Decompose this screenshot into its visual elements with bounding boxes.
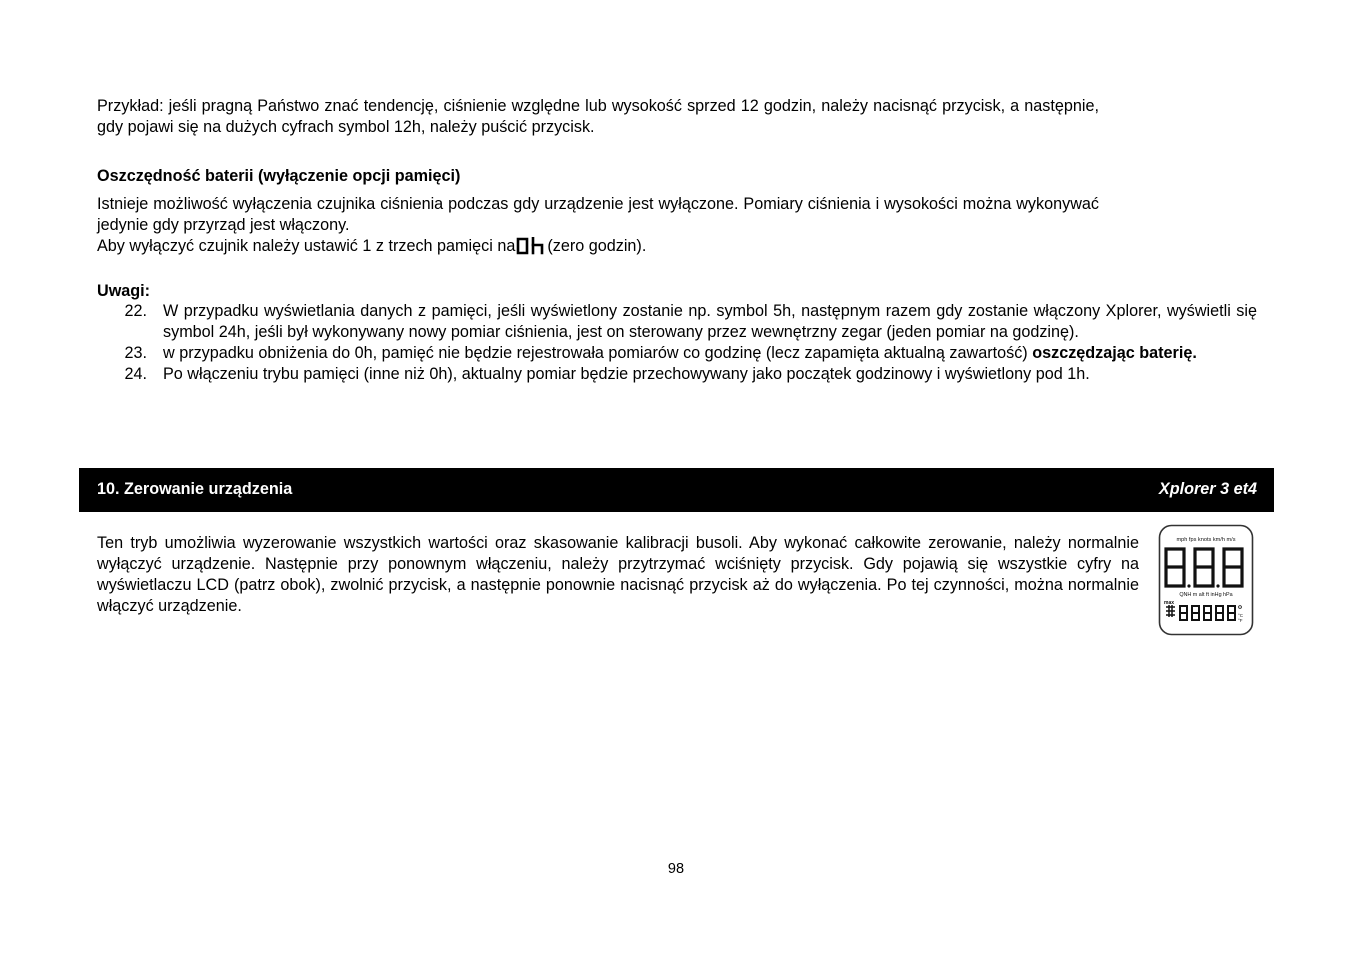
- battery-line-1: Istnieje możliwość wyłączenia czujnika ciśnienia podczas gdy urządzenie jest wyłączone. Pomiary ciśnienia i wysokości można wykonywać jedynie gdy przyrząd jest włączony.: [97, 195, 1099, 234]
- svg-text:°C: °C: [1238, 613, 1244, 618]
- reset-text: Ten tryb umożliwia wyzerowanie wszystkich wartości oraz skasowanie kalibracji busoli. Aby wykonać całkowite zerowanie, należy normalnie wyłączyć urządzenie. Następnie przy ponownym włączeniu, należy przytrzymać wciśnięty przycisk. Gdy pojawią się wszystkie cyfry na wyświetlaczu LCD (patrz obok), zwolnić przycisk, a następnie ponownie nacisnąć przycisk aż do wyłączenia. Po tej czynności, można normalnie włączyć urządzenie.: [97, 534, 1139, 615]
- note-number: 24.: [124, 365, 147, 383]
- note-text: [163, 343, 1257, 364]
- lcd-mid-labels: QNH m alt ft inHg hPa: [1179, 592, 1233, 598]
- battery-line-2-before: Aby wyłączyć czujnik należy ustawić 1 z trzech pamięci na: [97, 237, 516, 255]
- svg-text:°F: °F: [1238, 618, 1243, 623]
- note-text: W przypadku wyświetlania danych z pamięci, jeśli wyświetlony zostanie np. symbol 5h, następnym razem gdy zostanie włączony Xplorer, wyświetli się symbol 24h, jeśli był wykonywany nowy pomiar ciśnienia, jest on sterowany przez wewnętrzny zegar (jeden pomiar na godzinę).: [163, 302, 1257, 341]
- notes-heading: Uwagi:: [97, 282, 151, 300]
- product-name: Xplorer 3 et4: [1158, 480, 1257, 498]
- note-item-22: [97, 301, 1257, 343]
- note-text-bold: oszczędzając baterię.: [1032, 344, 1197, 362]
- section-header-bar: [79, 468, 1274, 512]
- notes-list: [97, 301, 1257, 385]
- lcd-max-label: max: [1164, 600, 1175, 606]
- intro-text: Przykład: jeśli pragną Państwo znać tendencję, ciśnienie względne lub wysokość sprzed 12 godzin, należy nacisnąć przycisk, a następnie, gdy pojawi się na dużych cyfrach symbol 12h, należy puścić przycisk.: [97, 97, 1099, 136]
- lcd-top-units: mph fps knots km/h m/s: [1176, 537, 1236, 543]
- note-text-main: w przypadku obniżenia do 0h, pamięć nie będzie rejestrowała pomiarów co godzinę (lecz zapamięta aktualną zawartość): [163, 344, 1028, 362]
- reset-paragraph: [97, 533, 1139, 617]
- page-number: 98: [667, 861, 685, 877]
- lcd-display-all-segments-icon: [1158, 524, 1254, 636]
- section-title: 10. Zerowanie urządzenia: [97, 480, 293, 498]
- note-text: Po włączeniu trybu pamięci (inne niż 0h), aktualny pomiar będzie przechowywany jako początek godzinowy i wyświetlony pod 1h.: [163, 365, 1090, 383]
- note-number: 23.: [124, 344, 147, 362]
- battery-line-2-after: (zero godzin).: [547, 237, 647, 255]
- note-number: 22.: [124, 302, 147, 320]
- battery-paragraph: [97, 194, 1099, 261]
- lcd-0h-symbol-icon: [516, 237, 545, 261]
- intro-paragraph: [97, 96, 1099, 138]
- note-item-23: [97, 343, 1257, 364]
- note-item-24: [97, 364, 1257, 385]
- battery-heading: Oszczędność baterii (wyłączenie opcji pamięci): [97, 167, 461, 185]
- battery-line-2: [97, 236, 1099, 261]
